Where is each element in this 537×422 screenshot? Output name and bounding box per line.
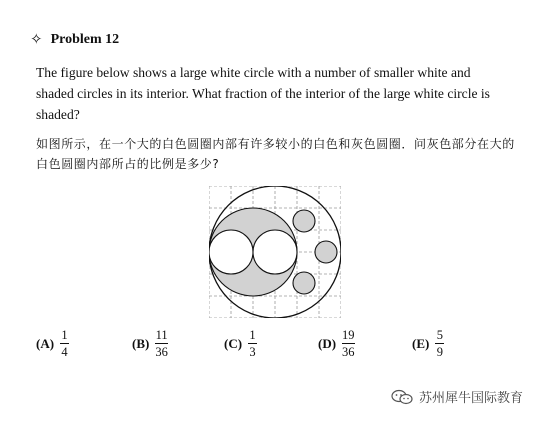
choice-b[interactable]: (B) $\frac{11}{36}$ bbox=[132, 328, 168, 359]
circle-figure bbox=[209, 186, 341, 318]
shaded-circle-small-bottom bbox=[293, 272, 315, 294]
choice-d[interactable]: (D) $\frac{19}{36}$ bbox=[318, 328, 355, 359]
fraction: $\frac{1}{4}$ bbox=[61, 328, 68, 359]
fraction: $\frac{1}{3}$ bbox=[249, 328, 256, 359]
wechat-icon bbox=[391, 389, 413, 405]
white-circle-right bbox=[253, 230, 297, 274]
shaded-circle-small-top bbox=[293, 210, 315, 232]
choice-c[interactable]: (C) $\frac{1}{3}$ bbox=[224, 328, 256, 359]
white-circle-left bbox=[209, 230, 253, 274]
fraction: $\frac{5}{9}$ bbox=[436, 328, 443, 359]
fraction: $\frac{11}{36}$ bbox=[155, 328, 168, 359]
problem-header bbox=[30, 30, 119, 49]
problem-text-english: The figure below shows a large white circle with a number of smaller white and shaded circles in its interior. What fraction of the interior of the large white circle is shaded? bbox=[36, 65, 490, 122]
choice-e[interactable]: (E) $\frac{5}{9}$ bbox=[412, 328, 443, 359]
choice-a[interactable]: (A) $\frac{1}{4}$ bbox=[36, 328, 68, 359]
brand-watermark bbox=[391, 387, 523, 406]
fraction: $\frac{19}{36}$ bbox=[342, 328, 355, 359]
answer-choices bbox=[36, 328, 476, 368]
problem-title: Problem 12 bbox=[50, 31, 120, 47]
problem-text-chinese: 如图所示，在一个大的白色圆圈内部有许多较小的白色和灰色圆圈．问灰色部分在大的白色圆圈内部所占的比例是多少? bbox=[36, 137, 515, 171]
diamond-icon: ✧ bbox=[30, 32, 43, 48]
brand-text: 苏州犀牛国际教育 bbox=[418, 391, 523, 406]
shaded-circle-small-mid bbox=[315, 241, 337, 263]
